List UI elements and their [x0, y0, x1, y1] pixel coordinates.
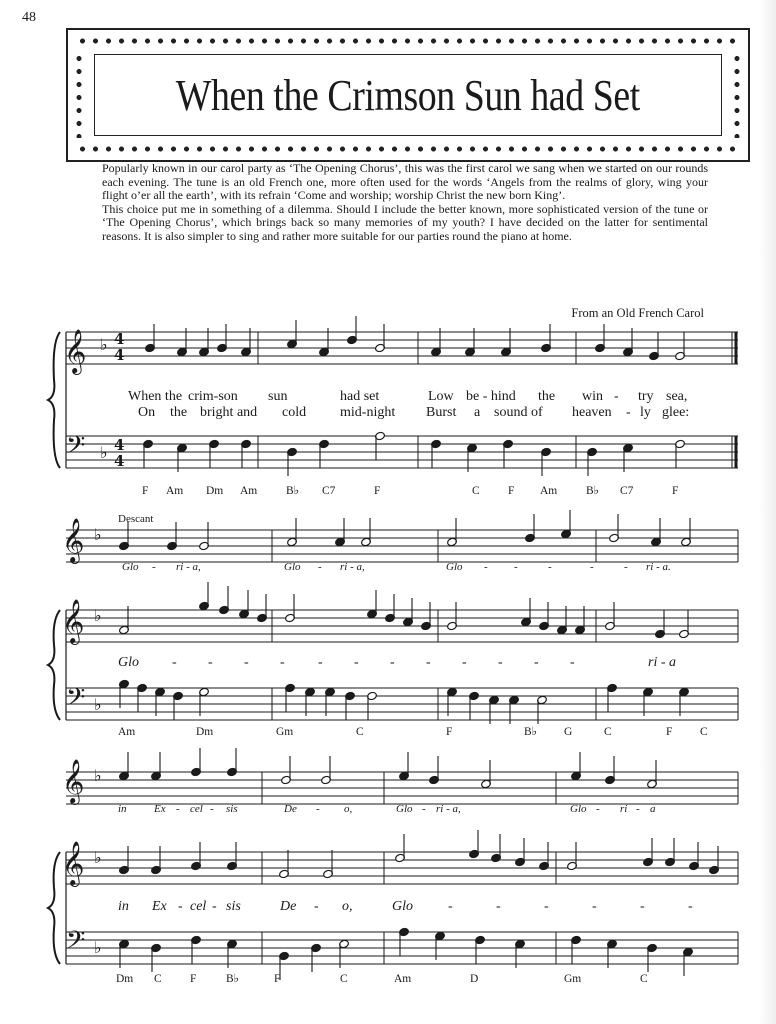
- chord-symbol: Am: [240, 485, 258, 497]
- choir-lyric: -: [426, 655, 431, 670]
- chord-symbol: F: [274, 973, 281, 985]
- treble-clef-icon: 𝄞: [62, 841, 85, 885]
- descant-lyric: -: [176, 803, 180, 815]
- chord-symbol: B♭: [226, 973, 240, 985]
- time-signature-top: 4: [114, 436, 125, 454]
- brace: [48, 852, 60, 964]
- chord-symbol: Dm: [116, 973, 134, 985]
- lyric: try: [638, 389, 654, 404]
- choir-lyric: sis: [226, 899, 241, 914]
- descant-lyric: -: [624, 561, 628, 573]
- descant-lyric: -: [596, 803, 600, 815]
- chord-symbol: C: [340, 973, 348, 985]
- lyric: win: [582, 389, 603, 404]
- descant-lyric: Glo: [284, 561, 301, 573]
- lyric: Low: [428, 389, 454, 404]
- descant-lyric: ri: [620, 803, 628, 815]
- flat-icon: ♭: [94, 766, 102, 785]
- lyric: the: [538, 389, 556, 404]
- flat-icon: ♭: [100, 335, 108, 354]
- flat-icon: ♭: [94, 606, 102, 625]
- lyric: be - hind: [466, 389, 516, 404]
- descant-lyric: Glo: [570, 803, 587, 815]
- lyric: -: [626, 405, 631, 420]
- treble-clef-icon: 𝄞: [62, 518, 85, 562]
- descant-lyric: Glo: [122, 561, 139, 573]
- treble-clef-icon: 𝄞: [64, 329, 87, 373]
- choir-lyric: -: [640, 899, 645, 914]
- descant-lyric: -: [590, 561, 594, 573]
- choir-lyric: -: [244, 655, 249, 670]
- chord-symbol: C7: [620, 485, 634, 497]
- choir-lyric: Glo: [392, 899, 413, 914]
- descant-label: Descant: [118, 513, 154, 525]
- chord-symbol: C: [154, 973, 162, 985]
- lyric: ly: [640, 405, 651, 420]
- choir-lyric: o,: [342, 899, 353, 914]
- lyric: glee:: [662, 405, 690, 420]
- brace: [48, 332, 60, 468]
- chord-symbol: F: [374, 485, 381, 497]
- choir-lyric: Ex: [152, 899, 167, 914]
- lyric: -: [614, 389, 619, 404]
- chord-symbol: F: [672, 485, 679, 497]
- lyric: sun: [268, 389, 288, 404]
- lyric: sound of: [494, 405, 543, 420]
- choir-lyric: -: [318, 655, 323, 670]
- descant-lyric: -: [318, 561, 322, 573]
- lyric: heaven: [572, 405, 612, 420]
- choir-lyric: -: [448, 899, 453, 914]
- chord-symbol: C7: [322, 485, 336, 497]
- descant-lyric: -: [422, 803, 426, 815]
- chord-symbol: Gm: [276, 726, 294, 738]
- descant-lyric: ri - a,: [436, 803, 461, 815]
- chord-symbol: B♭: [586, 485, 600, 497]
- lyric: a: [474, 405, 481, 420]
- lyric: On: [138, 405, 156, 420]
- lyric: When the: [128, 389, 183, 404]
- choir-lyric: -: [544, 899, 549, 914]
- attribution: From an Old French Carol: [571, 306, 704, 320]
- descant-lyric: -: [548, 561, 552, 573]
- chord-symbol: C: [700, 726, 708, 738]
- choir-lyric: ri - a: [648, 655, 676, 670]
- time-signature-bottom: 4: [114, 346, 125, 364]
- flat-icon: ♭: [100, 443, 108, 462]
- descant-lyric: Ex: [154, 803, 166, 815]
- choir-lyric: -: [592, 899, 597, 914]
- choir-lyric: -: [496, 899, 501, 914]
- choir-lyric: -: [178, 899, 183, 914]
- descant-lyric: o,: [344, 803, 353, 815]
- chord-symbol: C: [640, 973, 648, 985]
- lyric: crim-son: [188, 389, 238, 404]
- chord-symbol: F: [446, 726, 453, 738]
- intro-paragraph-2: This choice put me in something of a dilemma. Should I include the better known, more sophisticated version of the tune or ‘The Opening Chorus’, which brings back so many memories of my youth? I have decided on the latter for sentimental reasons. It is also simpler to sing and rather more suitable for our parties round the piano at home.: [102, 201, 708, 243]
- flat-icon: ♭: [94, 695, 102, 714]
- chord-symbol: C: [604, 726, 612, 738]
- chord-symbol: Am: [394, 973, 412, 985]
- intro-paragraph-1: Popularly known in our carol party as ‘The Opening Chorus’, this was the first carol we sang when we started on our rounds each evening. The tune is an old French one, more often used for the words ‘Angels from the realms of glory, wing your flight o’er all the earth’, with its refrain ‘Come and worship; worship Christ the new born King’.: [102, 161, 708, 203]
- descant-lyric: cel: [190, 803, 203, 815]
- choir-lyric: -: [498, 655, 503, 670]
- chord-symbol: F: [190, 973, 197, 985]
- descant-lyric: sis: [226, 803, 238, 815]
- descant-lyric: -: [636, 803, 640, 815]
- chord-symbol: F: [666, 726, 673, 738]
- descant-lyric: -: [210, 803, 214, 815]
- chord-symbol: B♭: [524, 726, 538, 738]
- treble-clef-icon: 𝄞: [62, 759, 85, 803]
- chord-symbol: Gm: [564, 973, 582, 985]
- descant-lyric: -: [514, 561, 518, 573]
- lyric: cold: [282, 405, 307, 420]
- choir-lyric: in: [118, 899, 129, 914]
- flat-icon: ♭: [94, 938, 102, 957]
- descant-lyric: -: [316, 803, 320, 815]
- choir-lyric: -: [688, 899, 693, 914]
- descant-lyric: ri - a.: [646, 561, 671, 573]
- lyric: the: [170, 405, 188, 420]
- lyric: had set: [340, 389, 380, 404]
- descant-lyric: ri - a,: [176, 561, 201, 573]
- descant-lyric: Glo: [396, 803, 413, 815]
- lyric: sea,: [666, 389, 688, 404]
- treble-clef-icon: 𝄞: [62, 599, 85, 643]
- chord-symbol: D: [470, 973, 479, 985]
- page-edge-shadow: [758, 0, 776, 1024]
- chord-symbol: Dm: [196, 726, 214, 738]
- chord-symbol: C: [472, 485, 480, 497]
- choir-lyric: -: [280, 655, 285, 670]
- page-title: When the Crimson Sun had Set: [175, 70, 641, 120]
- page-number: 48: [22, 10, 36, 25]
- choir-lyric: cel: [190, 899, 207, 914]
- lyric: Burst: [426, 405, 457, 420]
- chord-symbol: Dm: [206, 485, 224, 497]
- choir-lyric: -: [354, 655, 359, 670]
- flat-icon: ♭: [94, 848, 102, 867]
- choir-lyric: -: [314, 899, 319, 914]
- descant-lyric: -: [152, 561, 156, 573]
- bass-clef-icon: 𝄢: [66, 431, 86, 466]
- descant-lyric: -: [484, 561, 488, 573]
- bass-clef-icon: 𝄢: [66, 683, 86, 718]
- choir-lyric: De: [280, 899, 297, 914]
- flat-icon: ♭: [94, 525, 102, 544]
- descant-lyric: a: [650, 803, 656, 815]
- choir-lyric: -: [390, 655, 395, 670]
- bass-clef-icon: 𝄢: [66, 926, 86, 961]
- choir-lyric: -: [172, 655, 177, 670]
- chord-symbol: C: [356, 726, 364, 738]
- lyric: mid-night: [340, 405, 396, 420]
- choir-lyric: -: [212, 899, 217, 914]
- descant-lyric: in: [118, 803, 127, 815]
- descant-lyric: Glo: [446, 561, 463, 573]
- chord-symbol: B♭: [286, 485, 300, 497]
- time-signature-bottom: 4: [114, 452, 125, 470]
- brace: [48, 610, 60, 720]
- choir-lyric: Glo: [118, 655, 139, 670]
- choir-lyric: -: [570, 655, 575, 670]
- system-1: [64, 329, 689, 497]
- descant-lyric: De: [284, 803, 297, 815]
- time-signature-top: 4: [114, 330, 125, 348]
- choir-lyric: -: [534, 655, 539, 670]
- choir-lyric: -: [462, 655, 467, 670]
- lyric: bright and: [200, 405, 258, 420]
- chord-symbol: Am: [540, 485, 558, 497]
- choir-lyric: -: [208, 655, 213, 670]
- chord-symbol: F: [508, 485, 515, 497]
- chord-symbol: G: [564, 726, 573, 738]
- chord-symbol: F: [142, 485, 149, 497]
- descant-lyric: ri - a,: [340, 561, 365, 573]
- chord-symbol: Am: [118, 726, 136, 738]
- chord-symbol: Am: [166, 485, 184, 497]
